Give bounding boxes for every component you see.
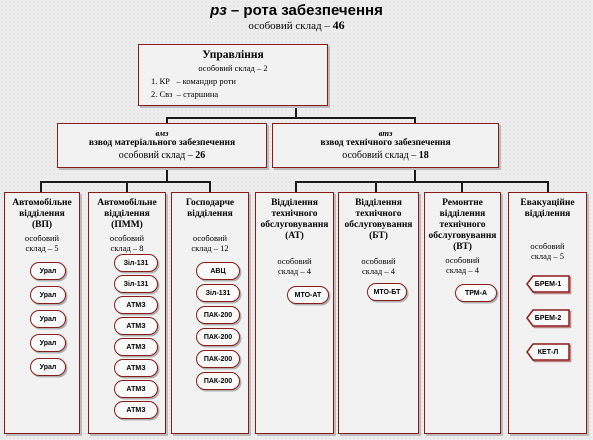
title-text: – рота забезпечення bbox=[226, 2, 383, 19]
connector-sec2 bbox=[126, 181, 128, 192]
vehicle-item: АТМЗ bbox=[114, 296, 158, 314]
section-title-line: відділення bbox=[439, 208, 486, 219]
section-title-line: Автомобільне bbox=[12, 198, 72, 208]
vehicle-item: Урал bbox=[30, 262, 66, 280]
section-strength-line: особовий bbox=[24, 233, 60, 243]
vehicle-item: ПАК-200 bbox=[196, 306, 240, 324]
platoon-strength: особовий склад – 18 bbox=[342, 149, 429, 161]
section-title bbox=[89, 198, 165, 231]
section-title-line: (БТ) bbox=[369, 230, 388, 241]
vehicle-item: МТО-БТ bbox=[367, 283, 407, 301]
vehicle-label: БРЕМ-1 bbox=[534, 280, 562, 288]
section-title-line: обслуговування bbox=[428, 230, 497, 241]
section-title-line: відділення bbox=[19, 208, 65, 219]
platoon-box-technical bbox=[272, 123, 499, 168]
vehicle-item bbox=[526, 275, 570, 293]
vehicle-item: АТМЗ bbox=[114, 380, 158, 398]
section-strength-line: особовий bbox=[361, 256, 396, 266]
section-title-line: обслуговування bbox=[344, 219, 413, 230]
vehicle-item: Урал bbox=[30, 310, 66, 328]
connector-sec5 bbox=[375, 181, 377, 192]
section-title-line: технічного bbox=[355, 208, 402, 219]
vehicle-item: Урал bbox=[30, 358, 66, 376]
platoon-code: втз bbox=[378, 128, 393, 138]
section-title-line: Господарче bbox=[185, 198, 235, 208]
subtitle-value: 46 bbox=[332, 18, 345, 32]
section-strength bbox=[425, 255, 500, 275]
title-prefix: рз bbox=[210, 2, 227, 19]
management-strength: особовий склад – 2 bbox=[198, 62, 268, 73]
vehicle-item: АТМЗ bbox=[114, 359, 158, 377]
chart-title bbox=[0, 2, 593, 19]
vehicle-item: Урал bbox=[30, 286, 66, 304]
section-title-line: (ПММ) bbox=[111, 219, 143, 230]
platoon-name: взвод технічного забезпечення bbox=[320, 138, 451, 149]
management-item-1: 1. КР – командир роти bbox=[151, 75, 236, 86]
section-strength-line: склад – 4 bbox=[278, 266, 311, 277]
vehicle-item: АТМЗ bbox=[114, 401, 158, 419]
platoon-code: вмз bbox=[155, 128, 169, 138]
vehicle-item: ПАК-200 bbox=[196, 350, 240, 368]
section-strength-line: склад – 4 bbox=[362, 266, 395, 277]
vehicle-item: Зіл-131 bbox=[114, 254, 158, 272]
platoon-strength: особовий склад – 26 bbox=[118, 149, 206, 161]
section-title bbox=[5, 198, 79, 231]
section-strength-line: склад – 8 bbox=[110, 243, 144, 254]
management-title: Управління bbox=[202, 49, 264, 61]
vehicle-item: ПАК-200 bbox=[196, 328, 240, 346]
section-strength bbox=[339, 256, 418, 276]
section-strength-line: склад – 12 bbox=[191, 243, 229, 254]
section-title bbox=[339, 198, 418, 242]
management-item-2: 2. Свз – старшина bbox=[151, 88, 219, 99]
section-strength bbox=[509, 241, 586, 261]
section-strength-line: особовий bbox=[445, 255, 480, 265]
section-title-line: відділення bbox=[187, 208, 233, 219]
management-box bbox=[138, 44, 328, 106]
section-title-line: Автомобільне bbox=[97, 198, 157, 208]
connector-left-bar bbox=[40, 181, 210, 183]
section-strength bbox=[172, 233, 248, 253]
section-box bbox=[338, 192, 419, 434]
section-strength-line: особовий bbox=[109, 233, 145, 243]
section-box bbox=[424, 192, 501, 434]
section-title-line: (ВП) bbox=[31, 219, 53, 230]
section-title-line: (АТ) bbox=[285, 230, 304, 241]
platoon-name: взвод матеріального забезпечення bbox=[88, 138, 236, 149]
vehicle-item: Урал bbox=[30, 334, 66, 352]
vehicle-item: Зіл-131 bbox=[114, 275, 158, 293]
section-title-line: Евакуаційне bbox=[520, 198, 575, 208]
connector-sec1 bbox=[40, 181, 42, 192]
connector-sec6 bbox=[461, 181, 463, 192]
section-title bbox=[509, 198, 586, 220]
connector-p1-down bbox=[166, 168, 168, 182]
section-title-line: технічного bbox=[271, 208, 318, 219]
section-title-line: обслуговування bbox=[260, 219, 329, 230]
section-strength-line: склад – 4 bbox=[446, 265, 479, 276]
vehicle-item: ПАК-200 bbox=[196, 372, 240, 390]
vehicle-label: БРЕМ-2 bbox=[534, 314, 562, 322]
section-strength bbox=[5, 233, 79, 253]
connector-sec7 bbox=[547, 181, 549, 192]
chart-subtitle bbox=[0, 18, 593, 33]
section-title-line: відділення bbox=[524, 208, 571, 219]
connector-sec3 bbox=[209, 181, 211, 192]
vehicle-item: АВЦ bbox=[196, 262, 240, 280]
section-strength bbox=[256, 256, 333, 276]
section-title-line: (ВТ) bbox=[453, 241, 472, 252]
section-strength-line: склад – 5 bbox=[25, 243, 59, 254]
vehicle-item bbox=[526, 343, 570, 361]
connector-sec4 bbox=[295, 181, 297, 192]
vehicle-label: КЕТ-Л bbox=[537, 348, 559, 356]
section-title bbox=[172, 198, 248, 220]
vehicle-item bbox=[526, 309, 570, 327]
section-title-line: Відділення bbox=[355, 198, 402, 208]
vehicle-item: АТМЗ bbox=[114, 338, 158, 356]
vehicle-item: Зіл-131 bbox=[196, 284, 240, 302]
section-title-line: Ремонтне bbox=[442, 198, 483, 208]
section-title bbox=[425, 198, 500, 253]
subtitle-label: особовий склад – bbox=[248, 20, 333, 32]
section-strength-line: особовий bbox=[277, 256, 312, 266]
section-strength bbox=[89, 233, 165, 253]
vehicle-item: ТРМ-А bbox=[455, 284, 497, 302]
section-box bbox=[255, 192, 334, 434]
section-title-line: відділення bbox=[104, 208, 150, 219]
connector-platoon-bar bbox=[166, 117, 415, 119]
section-title-line: технічного bbox=[439, 219, 486, 230]
section-strength-line: особовий bbox=[530, 241, 565, 251]
section-title bbox=[256, 198, 333, 242]
section-strength-line: особовий bbox=[192, 233, 228, 243]
vehicle-item: АТМЗ bbox=[114, 317, 158, 335]
connector-p2-down bbox=[414, 168, 416, 182]
platoon-box-material bbox=[57, 123, 267, 168]
section-title-line: Відділення bbox=[271, 198, 318, 208]
connector-right-bar bbox=[295, 181, 548, 183]
vehicle-item: МТО-АТ bbox=[287, 286, 329, 304]
section-strength-line: склад – 5 bbox=[531, 251, 564, 262]
